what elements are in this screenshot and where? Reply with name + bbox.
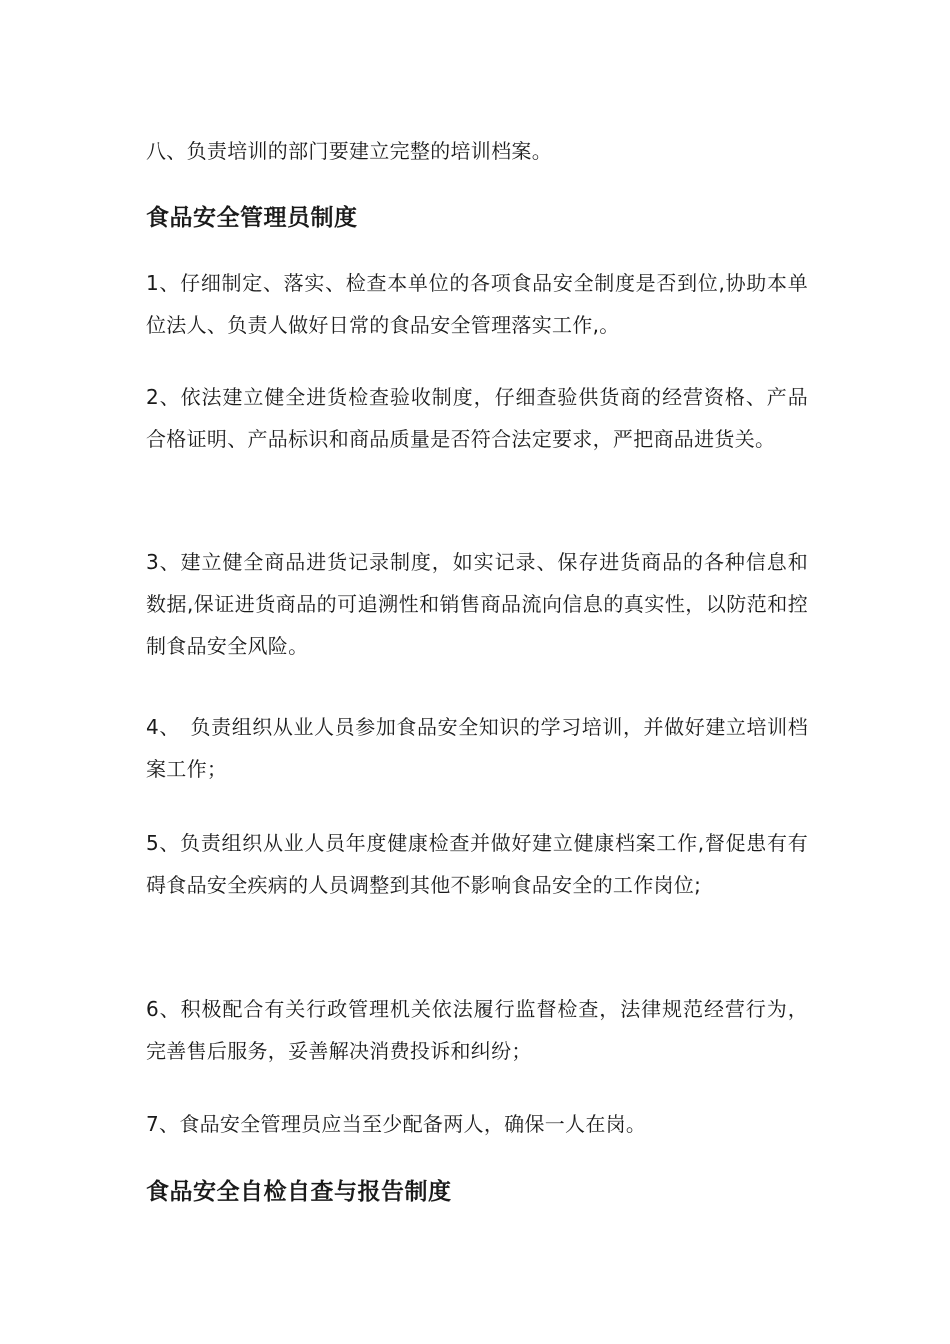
list-item-7: 7、食品安全管理员应当至少配备两人，确保一人在岗。: [146, 1112, 647, 1136]
section-heading-food-safety-manager: 食品安全管理员制度: [146, 205, 358, 231]
list-item-3: 3、建立健全商品进货记录制度，如实记录、保存进货商品的各种信息和数据,保证进货商品的可追溯性和销售商品流向信息的真实性，以防范和控制食品安全风险。: [146, 550, 808, 658]
list-item-1: 1、仔细制定、落实、检查本单位的各项食品安全制度是否到位,协助本单位法人、负责人做好日常的食品安全管理落实工作,。: [146, 271, 808, 337]
list-item-6: 6、积极配合有关行政管理机关依法履行监督检查，法律规范经营行为，完善售后服务，妥善解决消费投诉和纠纷；: [146, 997, 808, 1063]
section-heading-self-inspection: 食品安全自检自查与报告制度: [146, 1179, 452, 1205]
intro-paragraph: 八、负责培训的部门要建立完整的培训档案。: [146, 139, 552, 163]
list-item-2: 2、依法建立健全进货检查验收制度，仔细查验供货商的经营资格、产品合格证明、产品标识和商品质量是否符合法定要求，严把商品进货关。: [146, 385, 808, 451]
list-item-4: 4、 负责组织从业人员参加食品安全知识的学习培训，并做好建立培训档案工作；: [146, 715, 808, 781]
list-item-5: 5、负责组织从业人员年度健康检查并做好建立健康档案工作,督促患有有碍食品安全疾病的人员调整到其他不影响食品安全的工作岗位;: [146, 831, 808, 897]
